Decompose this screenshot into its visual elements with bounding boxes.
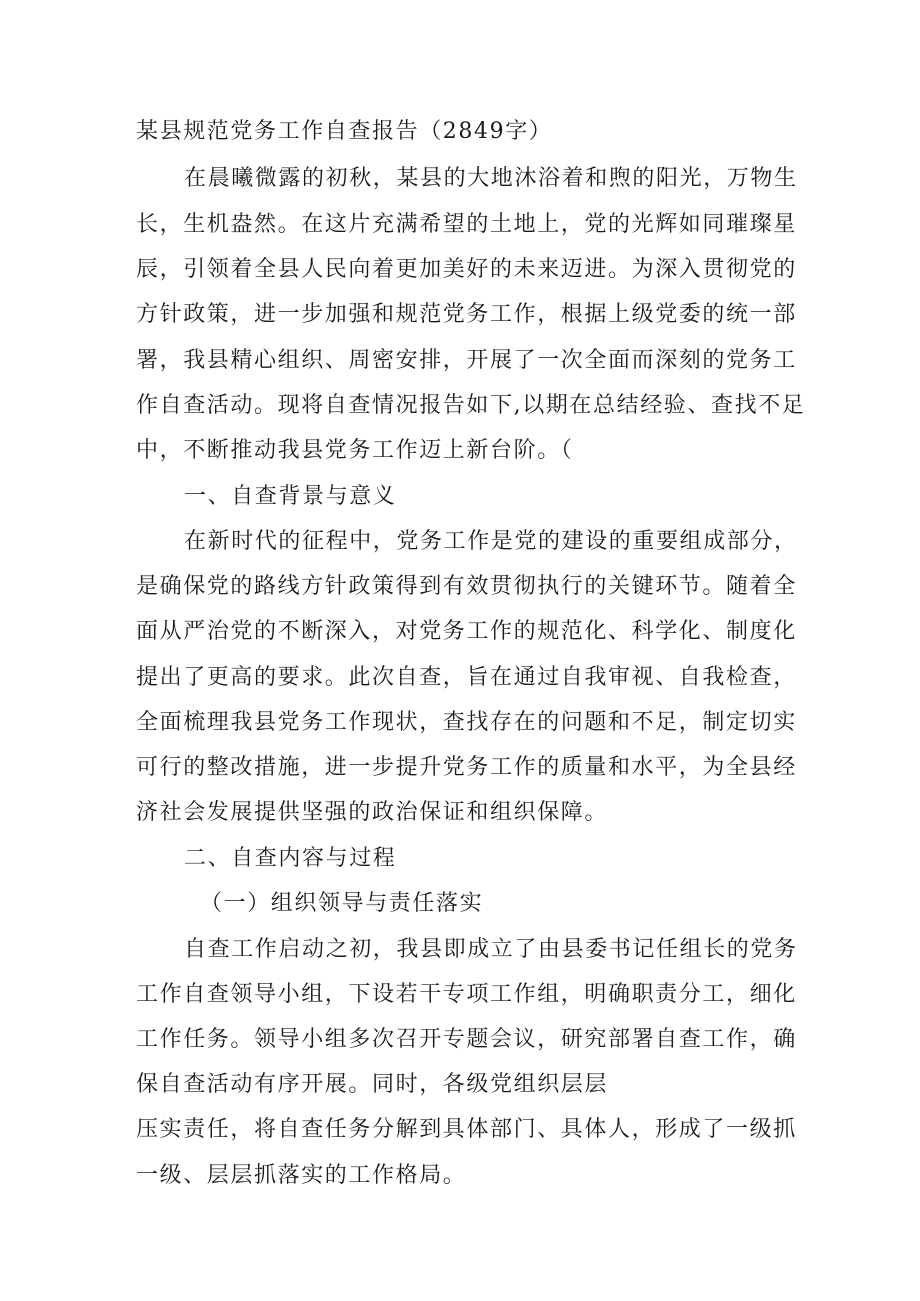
- section-heading: 一、自查背景与意义: [184, 484, 397, 509]
- paragraph-line: 全面梳理我县党务工作现状，查找存在的问题和不足，制定切实: [136, 710, 797, 735]
- paragraph-line: 可行的整改措施，进一步提升党务工作的质量和水平，为全县经: [136, 755, 797, 780]
- paragraph-line: 压实责任，将自查任务分解到具体部门、具体人，形成了一级抓: [136, 1117, 797, 1142]
- section-heading: 二、自查内容与过程: [184, 846, 397, 871]
- document-title: 某县规范党务工作自查报告（2849字）: [136, 119, 553, 144]
- paragraph-line: 保自查活动有序开展。同时，各级党组织层层: [136, 1072, 609, 1097]
- paragraph-line: 中，不断推动我县党务工作迈上新台阶。（: [136, 438, 574, 463]
- paragraph-line: 面从严治党的不断深入，对党务工作的规范化、科学化、制度化: [136, 619, 797, 644]
- paragraph-line: 作自查活动。现将自查情况报告如下,以期在总结经验、查找不足: [136, 393, 806, 418]
- paragraph-line: 济社会发展提供坚强的政治保证和组织保障。: [136, 800, 609, 825]
- paragraph-line: 方针政策，进一步加强和规范党务工作，根据上级党委的统一部: [136, 302, 797, 327]
- paragraph-line: 在晨曦微露的初秋，某县的大地沐浴着和煦的阳光，万物生: [184, 166, 798, 191]
- paragraph-line: 是确保党的路线方针政策得到有效贯彻执行的关键环节。随着全: [136, 574, 797, 599]
- paragraph-line: 长，生机盎然。在这片充满希望的土地上，党的光辉如同璀璨星: [136, 212, 797, 237]
- subsection-heading: （一）组织领导与责任落实: [200, 891, 484, 916]
- paragraph-line: 工作任务。领导小组多次召开专题会议，研究部署自查工作，确: [136, 1027, 797, 1052]
- paragraph-line: 在新时代的征程中，党务工作是党的建设的重要组成部分，: [184, 529, 798, 554]
- paragraph-line: 自查工作启动之初，我县即成立了由县委书记任组长的党务: [184, 937, 798, 962]
- paragraph-line: 辰，引领着全县人民向着更加美好的未来迈进。为深入贯彻党的: [136, 257, 797, 282]
- paragraph-line: 署，我县精心组织、周密安排，开展了一次全面而深刻的党务工: [136, 348, 797, 373]
- paragraph-line: 提出了更高的要求。此次自查，旨在通过自我审视、自我检查，: [136, 665, 797, 690]
- paragraph-line: 工作自查领导小组，下设若干专项工作组，明确职责分工，细化: [136, 982, 797, 1007]
- paragraph-line: 一级、层层抓落实的工作格局。: [136, 1163, 467, 1188]
